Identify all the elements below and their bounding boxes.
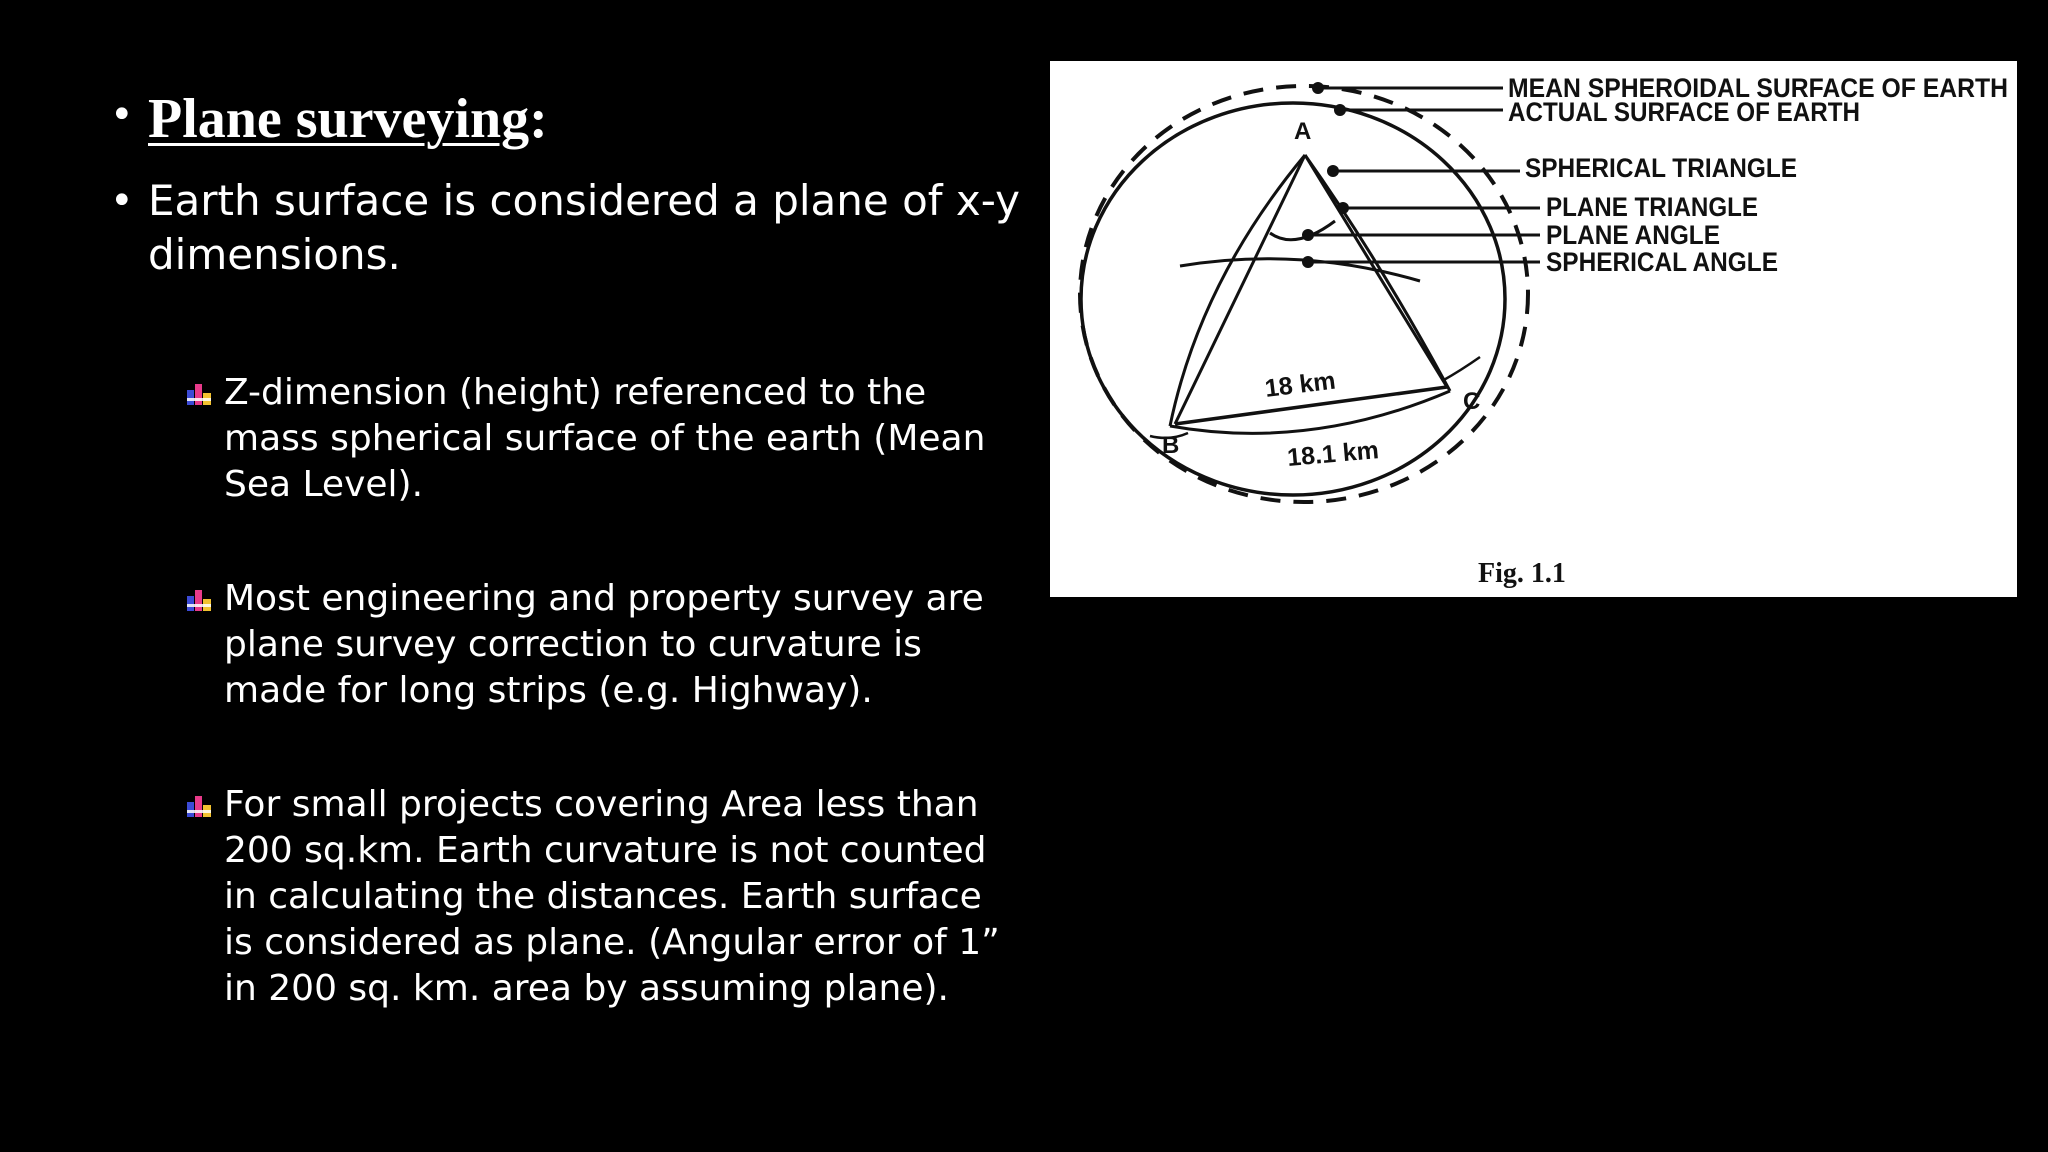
heading-bullet (110, 88, 1010, 150)
earth-curvature-figure (1050, 61, 2017, 597)
distance-arc: 18.1 km (1286, 436, 1380, 472)
label-spherical-angle: SPHERICAL ANGLE (1546, 247, 1778, 277)
sub-bullet-text: Most engineering and property survey are plane survey correction to curvature is made for long strips (e.g. Highway). (224, 578, 984, 711)
figure-diagram (1050, 61, 2017, 597)
bullet-dot-icon: • (110, 92, 134, 138)
sub-bullet-item (186, 370, 1016, 508)
heading-colon: : (529, 88, 548, 150)
label-spherical-triangle: SPHERICAL TRIANGLE (1525, 153, 1797, 183)
bullet-text: Earth surface is considered a plane of x-y dimensions. (148, 176, 1021, 279)
sub-bullet-text: Z-dimension (height) referenced to the mass spherical surface of the earth (Mean Sea Level). (224, 372, 986, 505)
point-label-c: C (1463, 388, 1481, 415)
distance-chord: 18 km (1263, 366, 1338, 403)
colored-blocks-icon (186, 588, 212, 612)
figure-caption: Fig. 1.1 (1478, 558, 1566, 589)
slide-heading (148, 88, 1010, 150)
point-label-b: B (1162, 432, 1180, 459)
sub-bullet-item (186, 782, 1016, 1012)
label-mean-spheroidal: MEAN SPHEROIDAL SURFACE OF EARTH (1508, 73, 2008, 103)
sub-bullet-text: For small projects covering Area less than 200 sq.km. Earth curvature is not counted in calculating the distances. Earth surface is considered as plane. (Angular error of 1” in 200 sq. km. area by assuming plane). (224, 784, 1000, 1009)
point-label-a: A (1294, 118, 1312, 145)
label-plane-angle: PLANE ANGLE (1546, 220, 1720, 250)
colored-blocks-icon (186, 794, 212, 818)
label-actual-surface: ACTUAL SURFACE OF EARTH (1508, 97, 1860, 127)
actual-surface-circle (1081, 103, 1505, 495)
label-plane-triangle: PLANE TRIANGLE (1546, 192, 1758, 222)
bullet-dot-icon: • (110, 178, 134, 224)
colored-blocks-icon (186, 382, 212, 406)
sub-bullet-item (186, 576, 1016, 714)
heading-title: Plane surveying (148, 88, 530, 150)
bullet-item (110, 174, 1030, 282)
arc-c-ext (1442, 357, 1480, 381)
